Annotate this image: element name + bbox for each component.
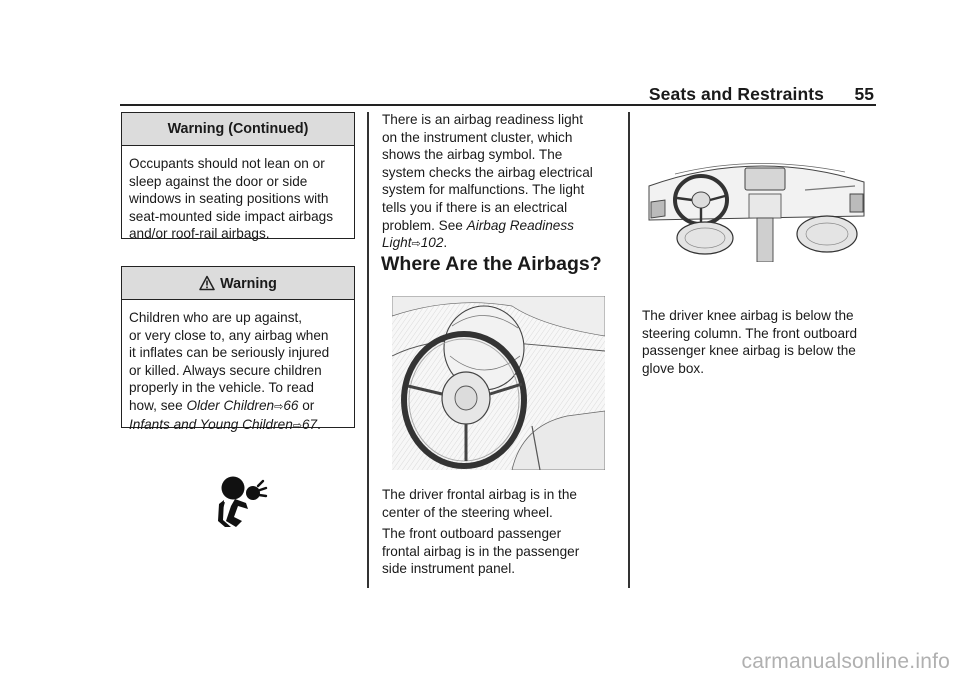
text-line: how, see Older Children⇨66 or	[129, 397, 315, 413]
text-line: or very close to, any airbag when	[129, 327, 329, 343]
text-line: properly in the vehicle. To read	[129, 380, 314, 396]
airbag-readiness-page[interactable]: 102	[420, 235, 444, 251]
section-title: Seats and Restraints	[648, 84, 824, 104]
airbag-warning-icon	[213, 476, 269, 528]
text-line: it inflates can be seriously injured	[129, 345, 330, 361]
text-line: and/or roof-rail airbags.	[129, 226, 270, 242]
text-line: side instrument panel.	[382, 561, 515, 577]
warning-label: Warning	[220, 276, 277, 292]
section-heading: Where Are the Airbags?	[381, 253, 602, 275]
older-children-page[interactable]: 66	[283, 397, 299, 413]
text-line: system for malfunctions. The light	[382, 182, 585, 198]
xref-arrow-icon: ⇨	[274, 399, 284, 413]
text-line: problem. See Airbag Readiness	[382, 217, 574, 233]
text-line: Occupants should not lean on or	[129, 156, 325, 171]
readiness-light-paragraph	[382, 111, 618, 253]
knee-airbag-dashboard-illustration	[645, 146, 868, 262]
older-children-link[interactable]: Older Children	[186, 397, 275, 413]
text-line: center of the steering wheel.	[382, 504, 553, 520]
page-number: 55	[854, 84, 874, 104]
page-header	[120, 84, 876, 104]
text-line: The driver frontal airbag is in the	[382, 487, 577, 502]
text-line: or killed. Always secure children	[129, 362, 322, 378]
watermark: carmanualsonline.info	[741, 650, 950, 673]
airbag-readiness-link[interactable]: Airbag Readiness	[466, 217, 574, 233]
warning-continued-body	[122, 146, 354, 243]
text-line: sleep against the door or side	[129, 173, 308, 189]
text-line: The front outboard passenger	[382, 526, 562, 541]
xref-arrow-icon: ⇨	[292, 418, 302, 432]
text-line: windows in seating positions with	[129, 191, 329, 207]
text-line: tells you if there is an electrical	[382, 199, 568, 215]
text-line: There is an airbag readiness light	[382, 112, 583, 127]
text-line: shows the airbag symbol. The	[382, 147, 563, 163]
passenger-airbag-paragraph	[382, 525, 618, 578]
children-warning-heading	[122, 267, 354, 300]
infants-children-page[interactable]: 67	[301, 416, 318, 432]
text-line: Children who are up against,	[129, 310, 303, 325]
text-line: system checks the airbag electrical	[382, 164, 593, 180]
text-line: The driver knee airbag is below the	[642, 308, 854, 323]
column-divider-1	[367, 112, 369, 588]
airbag-readiness-link-cont[interactable]: Light	[382, 235, 412, 251]
warning-continued-heading: Warning (Continued)	[122, 113, 354, 146]
warning-triangle-icon	[199, 270, 215, 304]
infants-children-link[interactable]: Infants and Young Children	[129, 416, 293, 432]
text-line: seat-mounted side impact airbags	[129, 208, 334, 224]
driver-airbag-paragraph	[382, 486, 618, 521]
column-divider-2	[628, 112, 630, 588]
children-warning-box	[121, 266, 355, 432]
text-line: on the instrument cluster, which	[382, 129, 573, 145]
text-line: glove box.	[642, 360, 704, 376]
text-line: Infants and Young Children⇨67.	[129, 416, 321, 432]
text-line: Light⇨102.	[382, 235, 448, 251]
text-line: frontal airbag is in the passenger	[382, 543, 580, 559]
header-rule	[120, 104, 876, 106]
text-line: passenger knee airbag is below the	[642, 343, 856, 359]
xref-arrow-icon: ⇨	[411, 237, 421, 251]
warning-continued-box	[121, 112, 355, 242]
steering-wheel-airbag-illustration	[392, 296, 605, 470]
children-warning-body	[122, 300, 354, 434]
text-line: steering column. The front outboard	[642, 325, 858, 341]
knee-airbag-paragraph	[642, 307, 878, 377]
